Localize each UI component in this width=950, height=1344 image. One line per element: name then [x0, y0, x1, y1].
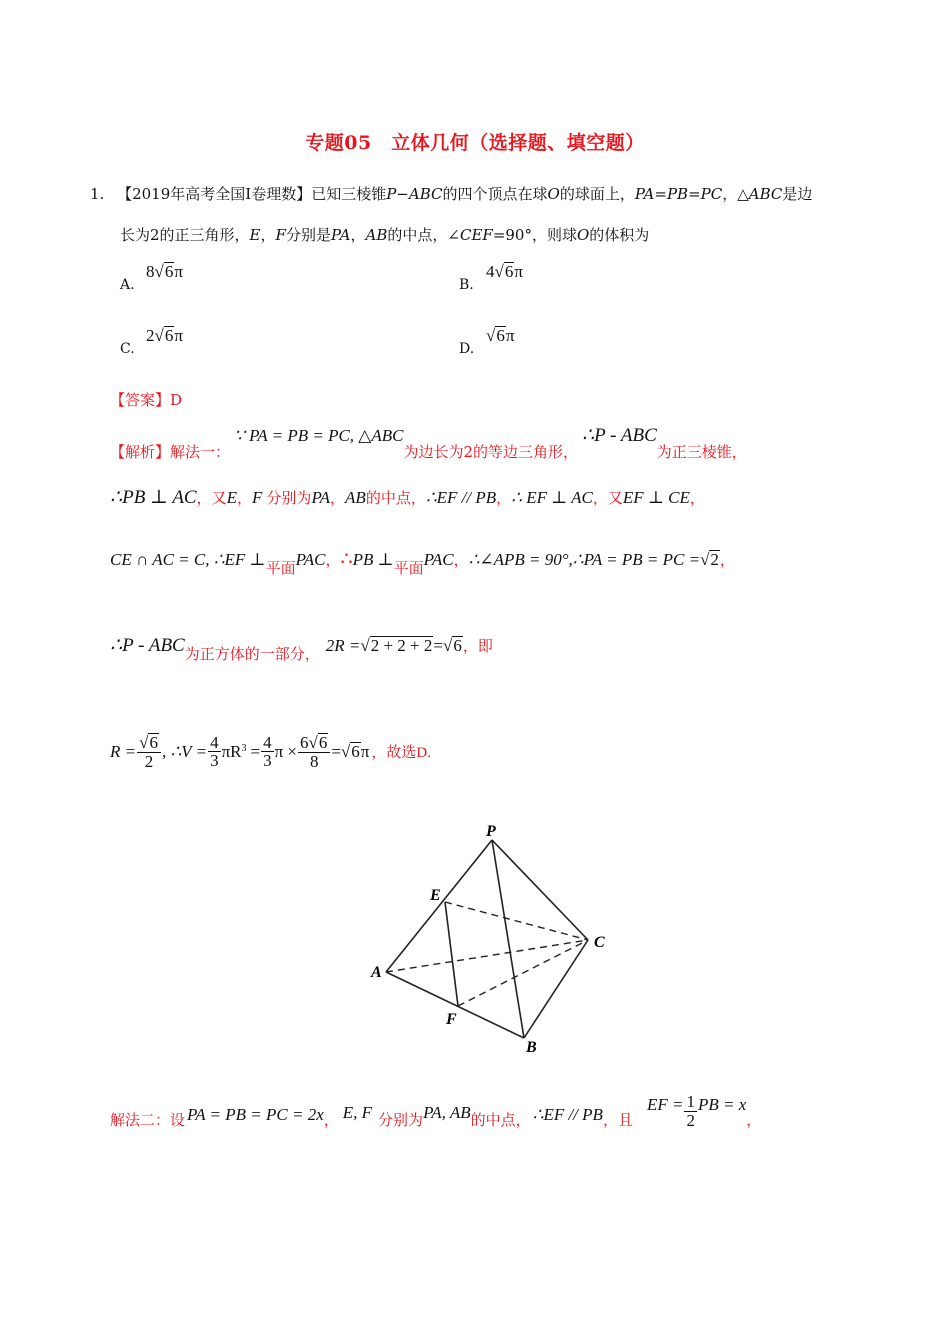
sol-R: R =	[110, 741, 137, 761]
sol-E: E	[226, 488, 238, 507]
sol-radicand: 6	[351, 742, 360, 762]
frac-den: 3	[263, 751, 272, 771]
option-coef: 4	[486, 262, 495, 281]
q-F: F	[275, 226, 286, 244]
option-a-value: 8√6π	[146, 262, 183, 281]
sol-text: 分别为	[266, 489, 312, 507]
sol-math: ∴P - ABC	[110, 635, 185, 656]
option-d-value: √6π	[486, 326, 515, 345]
option-pi: π	[174, 326, 183, 345]
q-text: 的球面上，	[559, 185, 635, 203]
sol-F: F	[252, 488, 263, 507]
fraction: $\frac{√6}{2}$	[137, 733, 161, 771]
fraction	[684, 1093, 697, 1130]
answer: 【答案】D	[110, 391, 183, 409]
sol-math: ∴∠APB = 90°,∴PA = PB = PC =	[468, 550, 701, 569]
label-B: B	[526, 1039, 537, 1056]
sol-pix: π ×	[274, 741, 298, 761]
sol-math: ∴ EF ⊥ AC	[511, 488, 593, 507]
sol-text: ，	[330, 489, 346, 507]
sol-math: PB ⊥	[352, 550, 394, 569]
sol-math: ∴EF // PB	[425, 488, 497, 507]
question-source: 【2019年高考全国Ⅰ卷理数】	[117, 185, 312, 203]
q-E: E	[249, 226, 261, 244]
frac-num-rad: 6	[318, 733, 328, 752]
sol-eq: =	[331, 741, 341, 761]
frac-den: 3	[210, 751, 219, 771]
edge-BC	[524, 940, 588, 1038]
frac-den: 8	[309, 751, 319, 771]
label-A: A	[371, 964, 382, 981]
option-pi: π	[505, 326, 515, 345]
frac-num: 4	[210, 732, 219, 752]
sol-text: ，又	[592, 489, 623, 507]
q-text: 的四个顶点在球	[442, 185, 548, 203]
option-pi: π	[514, 262, 523, 281]
edge-PB	[492, 840, 524, 1038]
sol-text: 平面	[265, 559, 296, 577]
frac-num: 4	[263, 732, 272, 752]
sol-PA: PA	[311, 488, 331, 507]
m2-text: ，	[746, 1110, 762, 1129]
fraction	[208, 734, 221, 771]
q-O: O	[576, 226, 590, 244]
sol-text: ，	[237, 489, 253, 507]
question-number: 1.	[90, 185, 105, 203]
q-text: 已知三棱锥	[311, 185, 387, 203]
edge-PA	[386, 840, 492, 972]
sol-math: CE ∩ AC = C, ∴EF ⊥	[110, 550, 266, 569]
option-radicand: 6	[164, 326, 174, 345]
sol-text: 的中点，	[365, 489, 426, 507]
sol-math: EF ⊥ CE	[622, 488, 690, 507]
q-text: 的体积为	[589, 226, 650, 244]
option-a[interactable]	[120, 277, 135, 293]
frac-den: 2	[686, 1110, 695, 1130]
sol-text: ，	[689, 489, 705, 507]
label-P: P	[486, 823, 496, 840]
question-line-2	[120, 224, 649, 245]
sol-text: ，故选D.	[371, 745, 431, 762]
solution-line-4: ∴P - ABC为正方体的一部分， 2R =√2 + 2 + 2=√6，即	[110, 635, 493, 663]
q-text: =90°，则球	[492, 226, 577, 244]
sol-math: 2R =	[325, 636, 361, 655]
q-text: 是边	[782, 185, 813, 203]
frac-num: 1	[686, 1091, 695, 1111]
segment-EF	[445, 902, 458, 1006]
sol-PAC: PAC	[423, 550, 454, 569]
method-2-line	[110, 1090, 761, 1140]
option-radicand: 6	[164, 262, 174, 281]
sol-pi: π	[360, 741, 370, 761]
q-text: ，	[350, 226, 366, 244]
sol-math: , ∴V =	[161, 741, 208, 761]
q-text: 的中点，∠	[387, 226, 460, 244]
m2-text: 分别为	[378, 1110, 424, 1129]
m2-math: PA = PB = PC = 2x	[187, 1105, 324, 1124]
q-tri: ABC	[748, 185, 783, 203]
option-coef: 2	[146, 326, 155, 345]
m2-text: ，且	[602, 1110, 633, 1129]
option-c[interactable]	[120, 341, 135, 357]
q-CEF: CEF	[459, 226, 493, 244]
solution-line-3: CE ∩ AC = C, ∴EF ⊥平面PAC，∴PB ⊥平面PAC，∴∠APB = 90°,∴PA = PB = PC =√2，	[110, 549, 735, 577]
sol-exp: 3	[241, 743, 247, 754]
q-expr: P−ABC	[386, 185, 443, 203]
fraction	[261, 734, 274, 771]
sol-text: ，	[325, 551, 341, 569]
m2-math: E, F	[342, 1103, 373, 1122]
option-pi: π	[174, 262, 183, 281]
sol-radicand: 2 + 2 + 2	[370, 636, 433, 655]
option-label: D.	[459, 341, 475, 357]
q-PA: PA	[330, 226, 351, 244]
option-b[interactable]	[459, 277, 474, 293]
m2-text: ，	[323, 1110, 339, 1129]
q-text: ，	[260, 226, 276, 244]
sol-AB: AB	[345, 488, 366, 507]
m2-text: 的中点，	[470, 1110, 531, 1129]
label-C: C	[594, 934, 605, 951]
frac-num: 6	[149, 733, 158, 752]
page-title: 专题05 立体几何（选择题、填空题）	[305, 132, 645, 154]
tetrahedron-figure	[360, 820, 630, 1060]
sol-math: ∴P - ABC	[582, 425, 657, 446]
sol-radicand: 6	[453, 636, 462, 655]
sol-PAC: PAC	[295, 550, 326, 569]
solution-line-5: R = $\frac{√6}{2}$ , ∴V = $\frac{4}{3}$ πR 3 = $\frac{4}{3}$ π × $\frac{6√6}{8}$ = √ 6 π ，故选D.	[110, 732, 431, 771]
q-AB: AB	[365, 226, 388, 244]
q-sphere: O	[547, 185, 560, 203]
m2-math: PA, AB	[423, 1103, 471, 1122]
method2-label: 解法二：设	[110, 1110, 186, 1129]
q-edges: PA=PB=PC	[634, 185, 723, 203]
label-F: F	[446, 1011, 457, 1028]
sol-text: 为边长为2的等边三角形，	[403, 443, 579, 461]
sol-text: 平面	[393, 559, 424, 577]
dashed-EC	[445, 902, 588, 940]
option-coef: 8	[146, 262, 155, 281]
sol-text: 为正方体的一部分，	[184, 645, 320, 663]
q-text: ，△	[722, 185, 749, 203]
option-label: C.	[120, 341, 135, 357]
q-text: 分别是	[285, 226, 331, 244]
sol-math: ∵ PA = PB = PC, △ABC	[234, 426, 404, 445]
option-d[interactable]	[459, 341, 474, 357]
sol-text: ，又	[196, 489, 227, 507]
sol-eq: =	[433, 636, 443, 655]
fraction: $\frac{6√6}{8}$	[298, 733, 330, 771]
option-b-value: 4√6π	[486, 262, 523, 281]
label-E: E	[430, 887, 441, 904]
sol-radicand: 2	[710, 550, 719, 569]
frac-den: 2	[144, 751, 154, 771]
sol-piR: πR	[221, 741, 242, 761]
sol-math: ∴PB ⊥ AC	[110, 487, 197, 508]
option-label: A.	[120, 277, 135, 293]
m2-math: ∴EF // PB	[532, 1105, 603, 1124]
sol-eq: =	[250, 741, 261, 761]
sol-therefore: ∴	[340, 549, 353, 570]
sol-text: ，	[496, 489, 512, 507]
sol-text: ，即	[462, 637, 493, 655]
frac-num: 6	[300, 733, 309, 752]
sol-text: 为正三棱锥，	[656, 443, 747, 461]
question-line-1	[90, 183, 812, 204]
q-text: 长为2的正三角形，	[120, 226, 250, 244]
m2-math: PB = x	[697, 1095, 747, 1114]
option-c-value: 2√6π	[146, 326, 183, 345]
option-radicand: 6	[496, 326, 505, 345]
solution-line-1	[110, 424, 747, 464]
m2-math: EF =	[646, 1095, 684, 1114]
sol-text: ，	[453, 551, 469, 569]
solution-label: 【解析】解法一：	[110, 443, 231, 461]
solution-line-2	[110, 486, 705, 509]
option-radicand: 6	[504, 262, 514, 281]
sol-text: ，	[719, 551, 735, 569]
option-label: B.	[459, 277, 474, 293]
